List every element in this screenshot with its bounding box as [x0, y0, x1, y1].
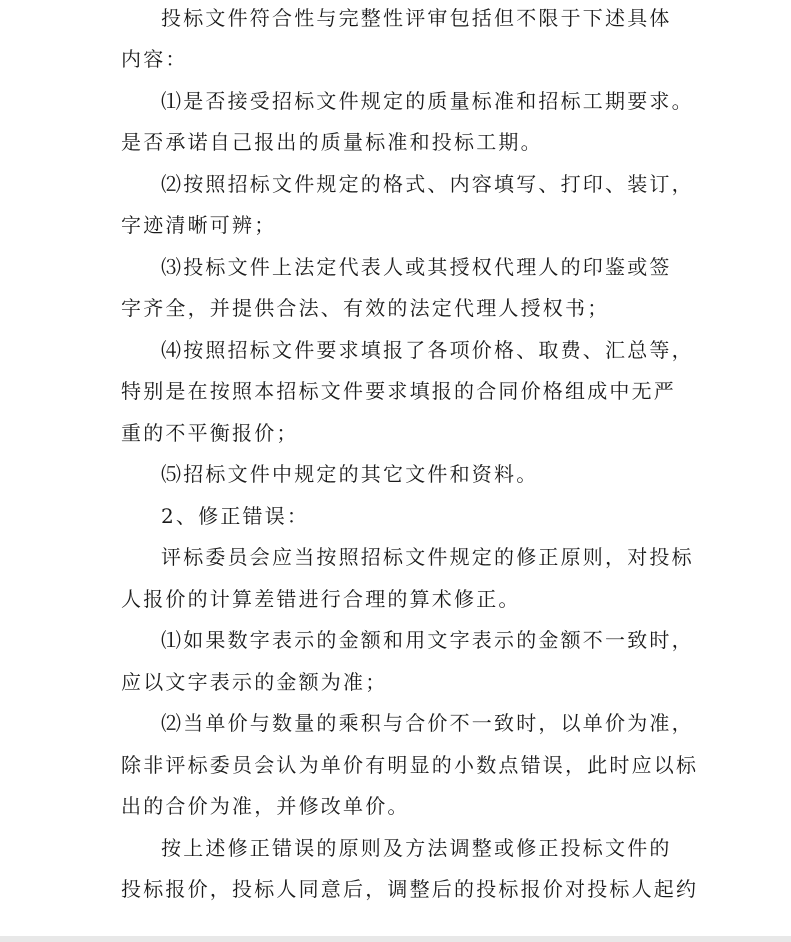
text-line: 投标报价，投标人同意后，调整后的投标报价对投标人起约	[121, 877, 699, 901]
text-line: ⑶投标文件上法定代表人或其授权代理人的印鉴或签	[161, 255, 672, 279]
text-line: ⑸招标文件中规定的其它文件和资料。	[161, 462, 539, 486]
text-line: 字迹清晰可辨；	[121, 213, 277, 237]
text-line: 出的合价为准，并修改单价。	[121, 794, 410, 818]
text-line: 评标委员会应当按照招标文件规定的修正原则，对投标	[161, 545, 694, 569]
text-line: 特别是在按照本招标文件要求填报的合同价格组成中无严	[121, 379, 676, 403]
page-bottom-edge	[0, 936, 791, 942]
text-line: ⑴如果数字表示的金额和用文字表示的金额不一致时，	[161, 628, 694, 652]
text-line: ⑷按照招标文件要求填报了各项价格、取费、汇总等，	[161, 338, 694, 362]
text-line: 内容：	[121, 47, 188, 71]
text-line: 除非评标委员会认为单价有明显的小数点错误，此时应以标	[121, 753, 699, 777]
text-line: ⑵按照招标文件规定的格式、内容填写、打印、装订，	[161, 172, 694, 196]
section-heading: 2、修正错误：	[161, 504, 310, 528]
text-line: 人报价的计算差错进行合理的算术修正。	[121, 587, 521, 611]
text-line: 按上述修正错误的原则及方法调整或修正投标文件的	[161, 836, 672, 860]
text-line: 字齐全，并提供合法、有效的法定代理人授权书；	[121, 296, 610, 320]
text-line: ⑵当单价与数量的乘积与合价不一致时，以单价为准，	[161, 711, 694, 735]
text-line: 是否承诺自己报出的质量标准和投标工期。	[121, 130, 543, 154]
text-line: 重的不平衡报价；	[121, 421, 299, 445]
text-line: 投标文件符合性与完整性评审包括但不限于下述具体	[161, 6, 672, 30]
text-line: 应以文字表示的金额为准；	[121, 670, 388, 694]
text-line: ⑴是否接受招标文件规定的质量标准和招标工期要求。	[161, 89, 694, 113]
